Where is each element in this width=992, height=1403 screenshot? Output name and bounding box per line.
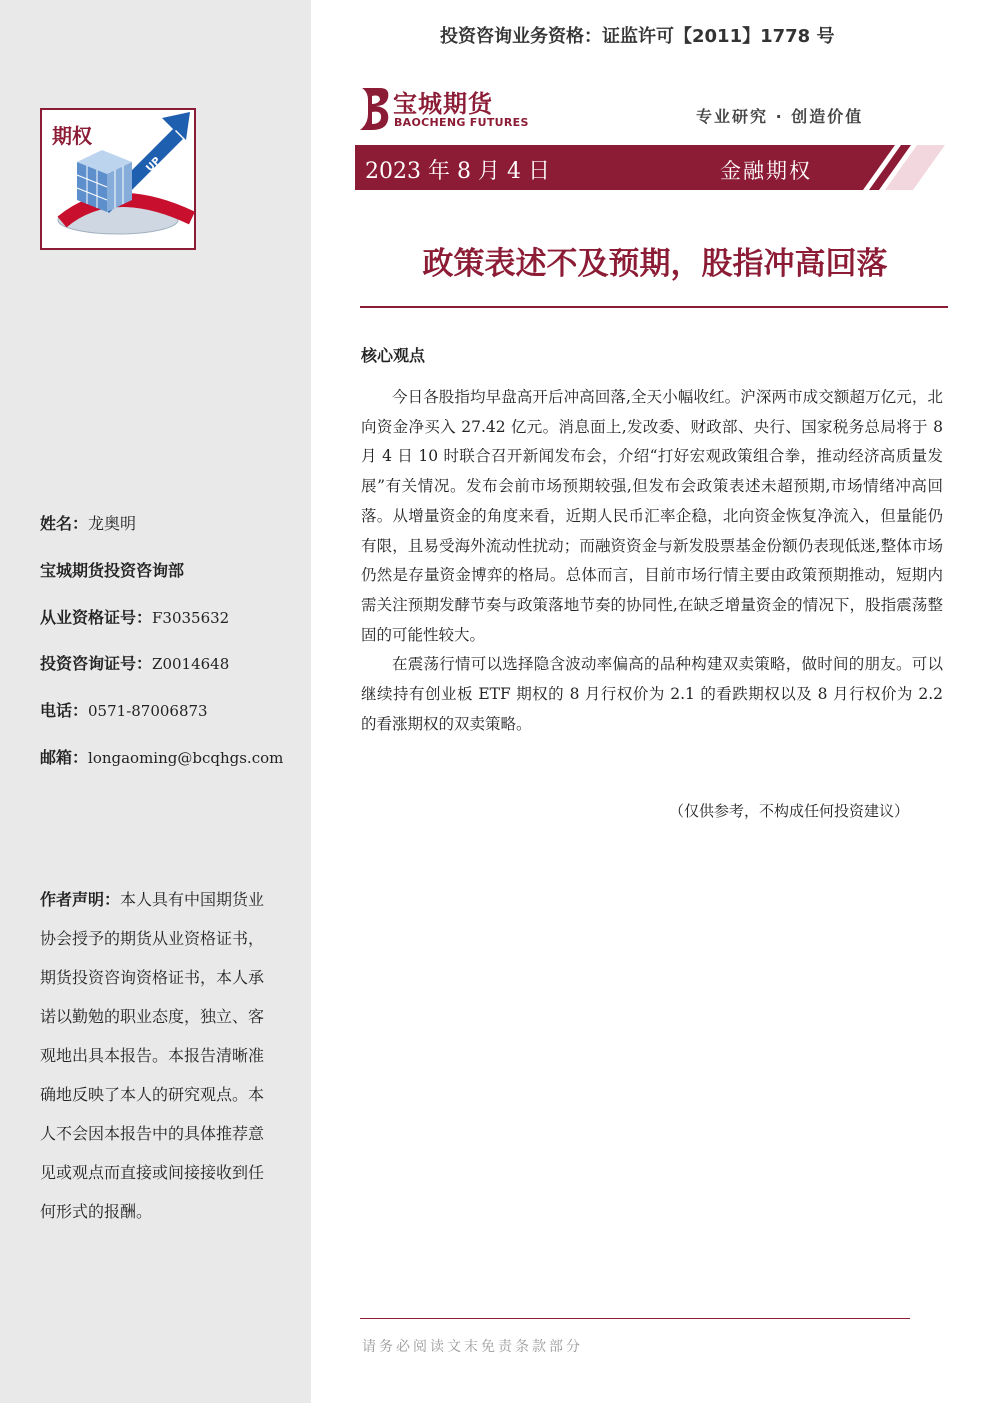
email-address: 邮箱：longaoming@bcqhgs.com [40, 748, 284, 767]
paragraph: 在震荡行情可以选择隐含波动率偏高的品种构建双卖策略，做时间的朋友。可以继续持有创业板 ETF 期权的 8 月行权价为 2.1 的看跌期权以及 8 月行权价为 2.2 的看涨期权的双卖策略。 [361, 655, 943, 733]
options-logo-image [40, 108, 196, 250]
brand-name-en: BAOCHENG FUTURES [394, 116, 529, 129]
phone-number: 电话：0571-87006873 [40, 701, 208, 720]
author-declaration [40, 880, 272, 1231]
license-statement: 投资咨询业务资格：证监许可【2011】1778 号 [440, 26, 835, 47]
paragraph: 今日各股指均早盘高开后冲高回落,全天小幅收红。沪深两市成交额超万亿元，北向资金净买入 27.42 亿元。消息面上,发改委、财政部、央行、国家税务总局将于 8 月 4 日 10 时联合召开新闻发布会，介绍“打好宏观政策组合拳，推动经济高质量发展”有关情况。发布会前市场预期较强,但发布会政策表述未超预期,市场情绪冲高回落。从增量资金的角度来看，近期人民币汇率企稳，北向资金恢复净流入，但量能仍有限，且易受海外流动性扰动；而融资资金与新发股票基金份额仍表现低迷,整体市场仍然是存量资金博弈的格局。总体而言，目前市场行情主要由政策预期推动，短期内需关注预期发酵节奏与政策落地节奏的协同性,在缺乏增量资金的情况下，股指震荡整固的可能性较大。 [361, 388, 943, 644]
title-divider [360, 306, 948, 308]
qualification-number: 从业资格证号：F3035632 [40, 608, 230, 627]
report-category: 金融期权 [720, 159, 812, 183]
footer-divider [360, 1318, 910, 1319]
up-arrow-label: UP [144, 155, 164, 175]
sidebar [0, 0, 311, 1403]
section-heading: 核心观点 [361, 346, 426, 365]
article-body [361, 383, 943, 739]
author-name: 姓名：龙奥明 [40, 514, 137, 533]
declaration-label: 作者声明： [40, 890, 121, 909]
report-date: 2023 年 8 月 4 日 [365, 159, 550, 184]
footer-notice: 请务必阅读文末免责条款部分 [362, 1339, 583, 1355]
report-title: 政策表述不及预期，股指冲高回落 [422, 246, 888, 282]
slogan: 专业研究 · 创造价值 [696, 107, 864, 126]
options-logo-label: 期权 [52, 124, 92, 148]
declaration-text: 本人具有中国期货业协会授予的期货从业资格证书，期货投资咨询资格证书，本人承诺以勤勉的职业态度，独立、客观地出具本报告。本报告清晰准确地反映了本人的研究观点。本人不会因本报告中的具体推荐意见或观点而直接或间接接收到任何形式的报酬。 [40, 890, 265, 1221]
brand-name-cn: 宝城期货 [393, 89, 493, 118]
reference-disclaimer: （仅供参考，不构成任何投资建议） [669, 802, 910, 820]
consulting-cert-number: 投资咨询证号：Z0014648 [40, 654, 230, 673]
department-name: 宝城期货投资咨询部 [40, 561, 185, 580]
